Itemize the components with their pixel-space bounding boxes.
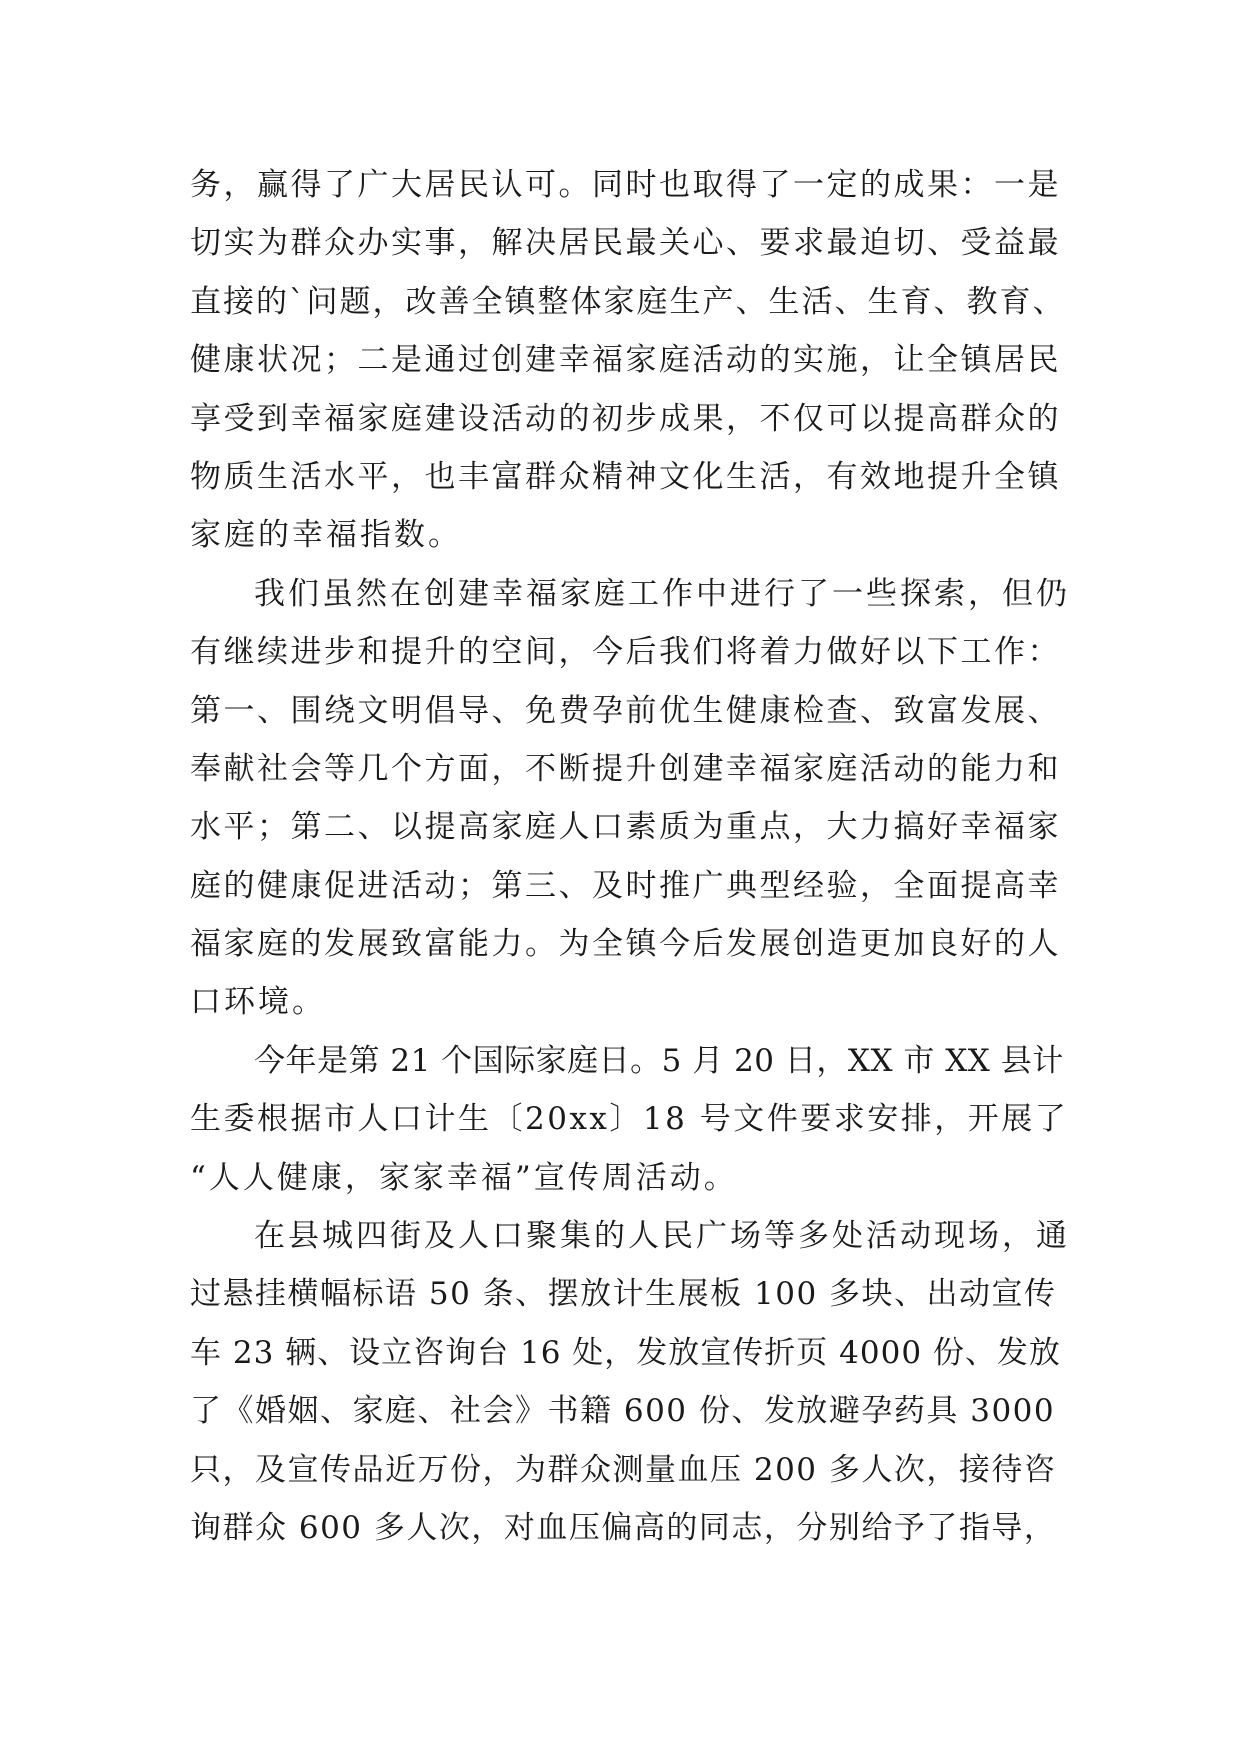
text-line: 有继续进步和提升的空间，今后我们将着力做好以下工作： [190, 634, 1061, 671]
text-line: 切实为群众办实事，解决居民最关心、要求最迫切、受益最 [190, 225, 1061, 262]
text-line: 第一、围绕文明倡导、免费孕前优生健康检查、致富发展、 [190, 692, 1061, 729]
text-line: 车 23 辆、设立咨询台 16 处，发放宣传折页 4000 份、发放 [190, 1334, 1061, 1371]
paragraph-first-line: 我们虽然在创建幸福家庭工作中进行了一些探索，但仍 [254, 575, 1070, 612]
text-line: 过悬挂横幅标语 50 条、摆放计生展板 100 多块、出动宣传 [190, 1276, 1057, 1313]
text-line: 了《婚姻、家庭、社会》书籍 600 份、发放避孕药具 3000 [190, 1393, 1056, 1430]
text-line: 务，赢得了广大居民认可。同时也取得了一定的成果：一是 [190, 167, 1061, 203]
text-line: 物质生活水平，也丰富群众精神文化生活，有效地提升全镇 [190, 458, 1061, 495]
text-line: 家庭的幸福指数。 [190, 517, 462, 554]
text-line: 福家庭的发展致富能力。为全镇今后发展创造更加良好的人 [190, 926, 1061, 963]
text-line: 水平；第二、以提高家庭人口素质为重点，大力搞好幸福家 [190, 809, 1061, 846]
paragraph-first-line: 今年是第 21 个国际家庭日。5 月 20 日，XX 市 XX 县计 [254, 1042, 1064, 1079]
text-line: 生委根据市人口计生〔20xx〕18 号文件要求安排，开展了 [190, 1101, 1069, 1138]
paragraph-first-line: 在县城四街及人口聚集的人民广场等多处活动现场，通 [254, 1218, 1070, 1255]
text-line: 庭的健康促进活动；第三、及时推广典型经验，全面提高幸 [190, 867, 1061, 904]
text-line: 直接的`问题，改善全镇整体家庭生产、生活、生育、教育、 [190, 283, 1066, 320]
text-line: 口环境。 [190, 984, 326, 1021]
text-line: 健康状况；二是通过创建幸福家庭活动的实施，让全镇居民 [190, 342, 1061, 379]
body-text [190, 156, 1070, 1557]
text-line: 享受到幸福家庭建设活动的初步成果，不仅可以提高群众的 [190, 400, 1061, 437]
text-line: 只，及宣传品近万份，为群众测量血压 200 多人次，接待咨 [190, 1451, 1057, 1488]
text-line: 询群众 600 多人次，对血压偏高的同志，分别给予了指导， [190, 1509, 1057, 1546]
text-line: 奉献社会等几个方面，不断提升创建幸福家庭活动的能力和 [190, 750, 1061, 787]
text-line: “人人健康，家家幸福”宣传周活动。 [190, 1159, 738, 1196]
